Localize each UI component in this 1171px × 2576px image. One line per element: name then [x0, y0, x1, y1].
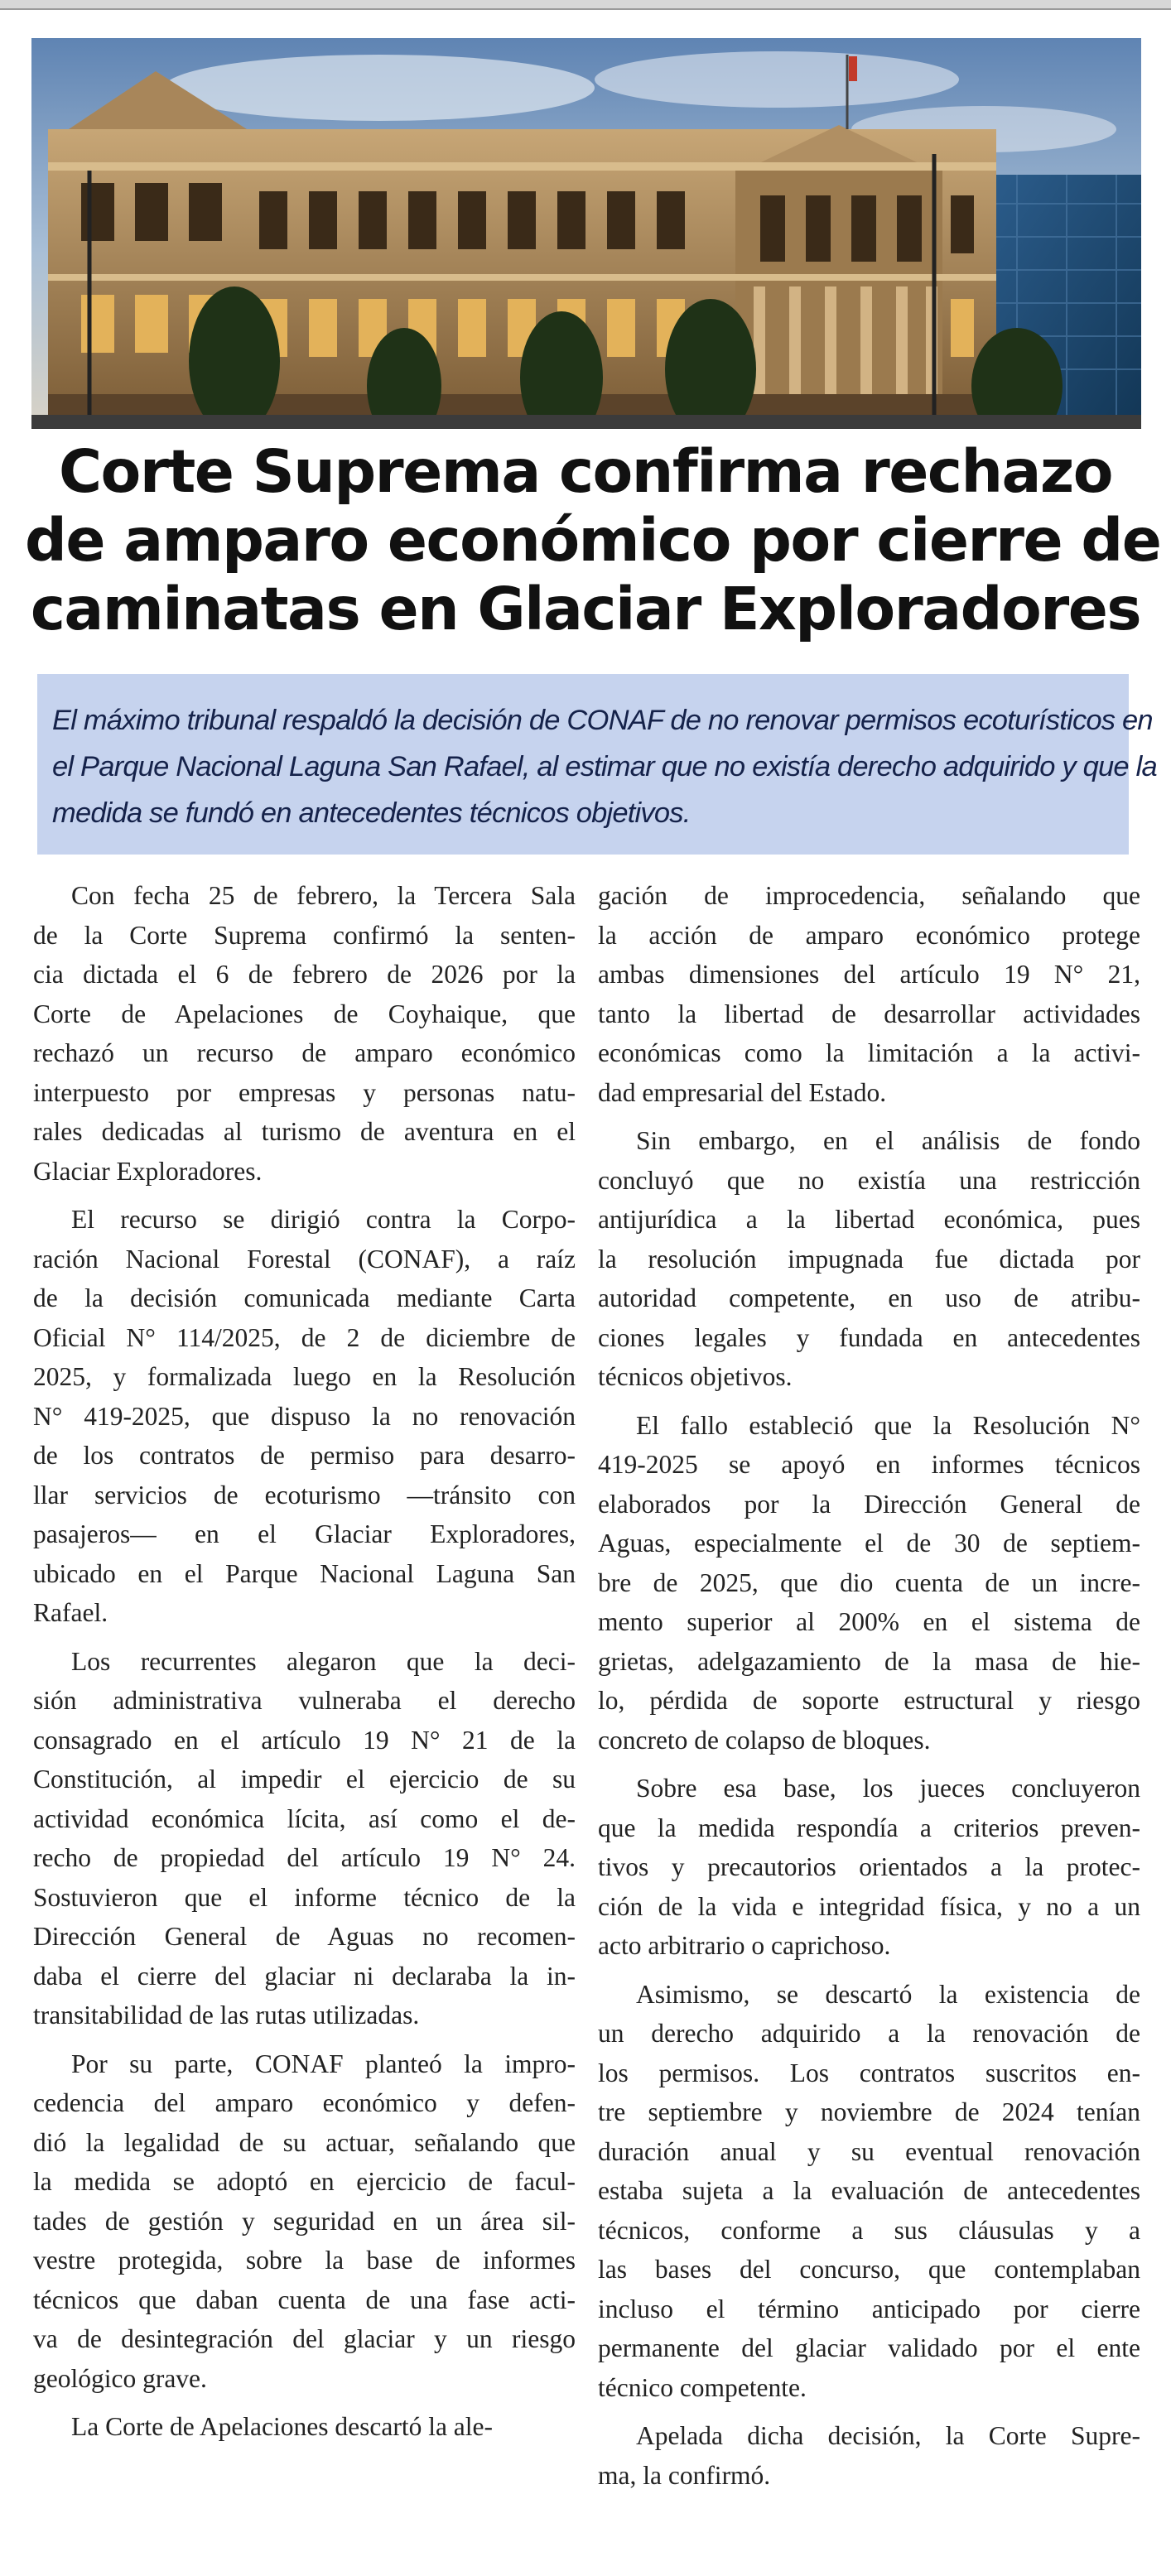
body-line: tre septiembre y noviembre de 2024 tenían [598, 2097, 1140, 2126]
lead-line: medida se fundó en antecedentes técnicos objetivos. [52, 797, 691, 829]
lead-line: el Parque Nacional Laguna San Rafael, al estimar que no existía derecho adquirido y que la [52, 751, 1157, 782]
body-line: 2025, y formalizada luego en la Resolución [33, 1362, 576, 1391]
body-column-right [598, 876, 1140, 2504]
body-line: geológico grave. [33, 2363, 207, 2393]
body-line: que la medida respondía a criterios preven- [598, 1813, 1140, 1842]
headline [25, 437, 1161, 643]
body-line: va de desintegración del glaciar y un riesgo [33, 2324, 576, 2353]
body-line: Rafael. [33, 1598, 108, 1627]
body-line: económicas como la limitación a la activi- [598, 1038, 1140, 1067]
body-line: un derecho adquirido a la renovación de [598, 2019, 1140, 2048]
body-paragraph [33, 2407, 576, 2447]
body-line: duración anual y su eventual renovación [598, 2136, 1140, 2166]
body-paragraph [598, 1975, 1140, 2408]
body-line: ubicado en el Parque Nacional Laguna San [33, 1558, 576, 1588]
body-paragraph [33, 1642, 576, 2035]
body-line: cedencia del amparo económico y defen- [33, 2088, 576, 2117]
body-line: Constitución, al impedir el ejercicio de su [33, 1765, 576, 1794]
headline-line: de amparo económico por cierre de [25, 506, 1161, 575]
body-line: La Corte de Apelaciones descartó la ale- [71, 2412, 494, 2441]
body-line: las bases del concurso, que contemplaban [598, 2255, 1140, 2284]
body-line: tivos y precautorios orientados a la protec- [598, 1852, 1140, 1881]
body-line: grietas, adelgazamiento de la masa de hie- [598, 1646, 1140, 1676]
body-line: interpuesto por empresas y personas natu- [33, 1077, 576, 1107]
body-line: recho de propiedad del artículo 19 N° 24. [33, 1843, 576, 1872]
body-line: dió la legalidad de su actuar, señalando que [33, 2127, 576, 2157]
body-line: Dirección General de Aguas no recomen- [33, 1922, 576, 1951]
body-line: actividad económica lícita, así como el de- [33, 1803, 576, 1833]
body-line: Sostuvieron que el informe técnico de la [33, 1882, 576, 1912]
body-line: autoridad competente, en uso de atribu- [598, 1283, 1140, 1312]
body-paragraph [598, 1121, 1140, 1397]
body-line: ambas dimensiones del artículo 19 N° 21, [598, 960, 1140, 989]
body-paragraph [598, 1406, 1140, 1760]
body-paragraph [33, 2044, 576, 2399]
body-column-left [33, 876, 576, 2456]
body-line: Sobre esa base, los jueces concluyeron [636, 1774, 1140, 1803]
body-line: llar servicios de ecoturismo —tránsito con [33, 1480, 576, 1509]
body-line: El fallo estableció que la Resolución N° [636, 1410, 1140, 1440]
body-line: Con fecha 25 de febrero, la Tercera Sala [71, 881, 576, 910]
body-line: Oficial N° 114/2025, de 2 de diciembre de [33, 1322, 576, 1352]
lead-summary-box [37, 674, 1157, 855]
body-line: lo, pérdida de soporte estructural y riesgo [598, 1686, 1140, 1715]
headline-line: Corte Suprema confirma rechazo [58, 437, 1113, 506]
body-paragraph [33, 1200, 576, 1633]
body-line: Por su parte, CONAF planteó la impro- [71, 2049, 576, 2078]
body-line: ciones legales y fundada en antecedentes [598, 1322, 1140, 1352]
body-line: la acción de amparo económico protege [598, 920, 1140, 950]
body-line: rechazó un recurso de amparo económico [33, 1038, 576, 1067]
body-line: rales dedicadas al turismo de aventura en el [33, 1117, 576, 1146]
body-line: concreto de colapso de bloques. [598, 1725, 931, 1755]
body-line: elaborados por la Dirección General de [598, 1489, 1140, 1519]
body-line: tades de gestión y seguridad en un área sil- [33, 2206, 576, 2236]
body-line: Glaciar Exploradores. [33, 1156, 263, 1186]
body-line: Apelada dicha decisión, la Corte Supre- [636, 2421, 1140, 2450]
body-paragraph [598, 876, 1140, 1112]
body-paragraph [598, 1769, 1140, 1966]
body-line: vestre protegida, sobre la base de informes [33, 2246, 576, 2275]
body-line: técnicos objetivos. [598, 1362, 793, 1391]
body-line: de la Corte Suprema confirmó la senten- [33, 920, 576, 950]
body-line: cia dictada el 6 de febrero de 2026 por la [33, 960, 576, 989]
body-line: técnico competente. [598, 2372, 807, 2402]
body-line: técnicos que daban cuenta de una fase acti- [33, 2285, 576, 2314]
body-line: incluso el término anticipado por cierre [598, 2294, 1140, 2323]
body-line: bre de 2025, que dio cuenta de un incre- [598, 1567, 1140, 1597]
courthouse-photo-icon [31, 38, 1141, 429]
body-line: transitabilidad de las rutas utilizadas. [33, 2001, 420, 2030]
body-paragraph [598, 2416, 1140, 2495]
body-paragraph [33, 876, 576, 1191]
body-line: la resolución impugnada fue dictada por [598, 1244, 1140, 1274]
body-line: ración Nacional Forestal (CONAF), a raíz [33, 1244, 576, 1274]
body-line: antijurídica a la libertad económica, pues [598, 1205, 1140, 1234]
body-line: El recurso se dirigió contra la Corpo- [71, 1205, 576, 1234]
body-line: sión administrativa vulneraba el derecho [33, 1686, 576, 1715]
body-line: gación de improcedencia, señalando que [598, 881, 1140, 910]
body-line: Asimismo, se descartó la existencia de [636, 1979, 1140, 2009]
body-line: Los recurrentes alegaron que la deci- [71, 1646, 576, 1676]
body-line: acto arbitrario o caprichoso. [598, 1931, 891, 1960]
body-line: permanente del glaciar validado por el ente [598, 2333, 1140, 2362]
body-line: estaba sujeta a la evaluación de antecedentes [598, 2176, 1140, 2205]
body-line: pasajeros— en el Glaciar Exploradores, [33, 1519, 576, 1548]
body-line: la medida se adoptó en ejercicio de facul- [33, 2167, 576, 2196]
body-line: mento superior al 200% en el sistema de [598, 1607, 1140, 1636]
body-line: tanto la libertad de desarrollar actividades [598, 999, 1140, 1028]
lead-line: El máximo tribunal respaldó la decisión de CONAF de no renovar permisos ecoturísticos en [52, 705, 1153, 736]
body-line: daba el cierre del glaciar ni declaraba la in- [33, 1961, 576, 1991]
body-line: 419-2025 se apoyó en informes técnicos [598, 1450, 1140, 1479]
body-line: N° 419-2025, que dispuso la no renovación [33, 1401, 576, 1431]
cropped-page-header [0, 0, 1171, 10]
body-line: concluyó que no existía una restricción [598, 1165, 1140, 1195]
body-line: Sin embargo, en el análisis de fondo [636, 1126, 1140, 1155]
body-line: los permisos. Los contratos suscritos en- [598, 2058, 1140, 2087]
body-line: ción de la vida e integridad física, y no a un [598, 1891, 1140, 1921]
body-line: técnicos, conforme a sus cláusulas y a [598, 2215, 1140, 2245]
body-line: consagrado en el artículo 19 N° 21 de la [33, 1725, 576, 1755]
body-line: Aguas, especialmente el de 30 de septiem- [598, 1529, 1140, 1558]
headline-line: caminatas en Glaciar Exploradores [30, 575, 1141, 643]
body-line: ma, la confirmó. [598, 2460, 771, 2490]
body-line: de los contratos de permiso para desarro- [33, 1441, 576, 1470]
courthouse-photo [31, 38, 1141, 429]
body-line: dad empresarial del Estado. [598, 1077, 887, 1107]
body-line: Corte de Apelaciones de Coyhaique, que [33, 999, 576, 1028]
body-line: de la decisión comunicada mediante Carta [33, 1283, 576, 1312]
